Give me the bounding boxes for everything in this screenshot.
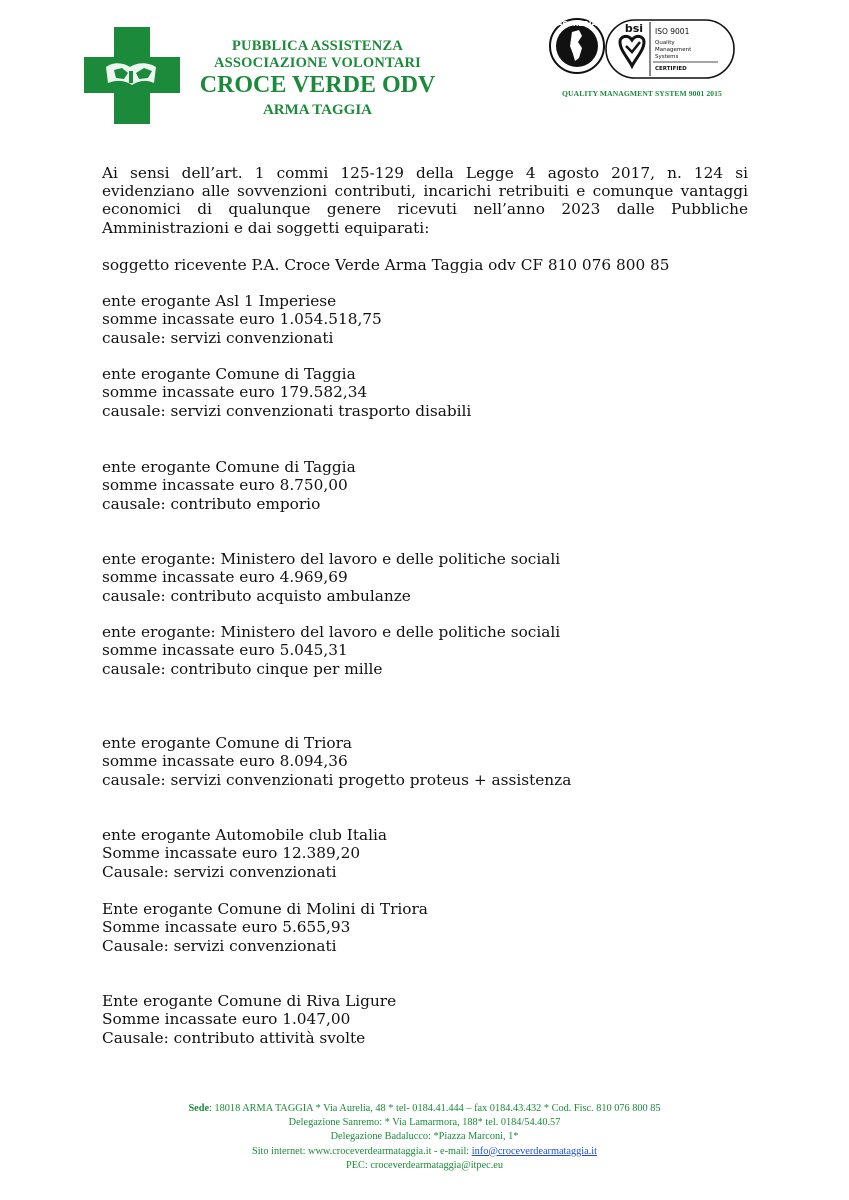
footer-email-link[interactable]: info@croceverdearmataggia.it	[471, 1145, 598, 1157]
entry-causale: causale: servizi convenzionati	[102, 328, 334, 347]
entry-3	[102, 458, 356, 513]
footer-sede-line	[0, 1102, 849, 1116]
entry-ente: ente erogante Automobile club Italia	[102, 826, 388, 844]
org-line-4: ARMA TAGGIA	[262, 102, 373, 118]
entry-ente: ente erogante: Ministero del lavoro e delle politiche sociali	[102, 550, 561, 568]
entry-8	[102, 900, 428, 955]
entry-ente: ente erogante Comune di Triora	[102, 734, 353, 752]
entry-1	[102, 292, 382, 347]
recipient-line: soggetto ricevente P.A. Croce Verde Arma Taggia odv CF 810 076 800 85	[102, 256, 670, 274]
accredia-badge-icon	[550, 19, 604, 73]
entry-causale: Causale: servizi convenzionati	[102, 862, 337, 881]
entry-somme: somme incassate euro 4.969,69	[102, 568, 348, 587]
entry-somme: Somme incassate euro 12.389,20	[102, 844, 361, 863]
svg-text:Management: Management	[655, 47, 692, 53]
entry-ente: ente erogante Comune di Taggia	[102, 365, 356, 383]
entry-7	[102, 826, 387, 881]
entry-5	[102, 623, 560, 678]
entry-causale: causale: contributo emporio	[102, 494, 321, 513]
entry-causale: causale: servizi convenzionati trasporto disabili	[102, 401, 472, 420]
intro-paragraph: Ai sensi dell’art. 1 commi 125-129 della Legge 4 agosto 2017, n. 124 si evidenziano alle sovvenzioni contributi, incarichi retribuiti e comunque vantaggi economici di qualunque genere ricevuti nell’anno 2023 dalle Pubbliche Amministrazioni e dai soggetti equiparati:	[102, 164, 748, 237]
entry-ente: ente erogante: Ministero del lavoro e delle politiche sociali	[102, 623, 561, 641]
green-cross-logo-icon	[84, 27, 180, 124]
entry-somme: Somme incassate euro 1.047,00	[102, 1010, 351, 1029]
entry-causale: Causale: contributo attività svolte	[102, 1028, 366, 1047]
entry-6	[102, 734, 571, 789]
svg-text:CERTIFIED: CERTIFIED	[655, 66, 687, 72]
svg-text:Quality: Quality	[655, 40, 675, 46]
entry-somme: somme incassate euro 1.054.518,75	[102, 310, 382, 329]
footer-delegazione-badalucco: Delegazione Badalucco: *Piazza Marconi, 1*	[330, 1131, 519, 1143]
org-line-2: ASSOCIAZIONE VOLONTARI	[213, 55, 422, 71]
page-footer	[0, 1102, 849, 1173]
organization-name	[185, 38, 450, 120]
entry-2	[102, 365, 471, 420]
entry-somme: somme incassate euro 5.045,31	[102, 641, 348, 660]
entry-somme: somme incassate euro 179.582,34	[102, 383, 368, 402]
svg-text:ISO 9001: ISO 9001	[655, 27, 690, 36]
entry-causale: causale: servizi convenzionati progetto proteus + assistenza	[102, 770, 572, 789]
entry-9	[102, 992, 396, 1047]
svg-text:Systems: Systems	[655, 54, 679, 60]
svg-text:bsi: bsi	[624, 22, 644, 35]
entry-causale: causale: contributo cinque per mille	[102, 659, 383, 678]
entry-ente: ente erogante Asl 1 Imperiese	[102, 292, 337, 310]
certification-badges	[548, 12, 738, 92]
entry-somme: somme incassate euro 8.094,36	[102, 752, 348, 771]
footer-delegazione-sanremo: Delegazione Sanremo: * Via Lamarmora, 188* tel. 0184/54.40.57	[288, 1117, 561, 1129]
entry-causale: Causale: servizi convenzionati	[102, 936, 337, 955]
entry-causale: causale: contributo acquisto ambulanze	[102, 586, 411, 605]
footer-contacts	[0, 1145, 849, 1159]
footer-pec: PEC: croceverdearmataggia@itpec.eu	[346, 1159, 503, 1171]
bsi-kitemark-icon	[606, 20, 734, 78]
footer-sede-text: : 18018 ARMA TAGGIA * Via Aurelia, 48 * tel- 0184.41.444 – fax 0184.43.432 * Cod. Fisc. 810 076 800 85	[209, 1103, 661, 1114]
org-line-1: PUBBLICA ASSISTENZA	[231, 38, 404, 54]
entry-somme: Somme incassate euro 5.655,93	[102, 918, 351, 937]
svg-text:ACCREDIA: ACCREDIA	[557, 20, 597, 28]
entry-ente: Ente erogante Comune di Molini di Triora	[102, 900, 428, 918]
org-line-3: CROCE VERDE ODV	[199, 72, 436, 98]
entry-ente: Ente erogante Comune di Riva Ligure	[102, 992, 397, 1010]
entry-somme: somme incassate euro 8.750,00	[102, 476, 348, 495]
footer-sede-label: Sede	[188, 1103, 210, 1114]
footer-site-text: Sito internet: www.croceverdearmataggia.it - e-mail:	[251, 1145, 472, 1157]
entry-4	[102, 550, 560, 605]
entry-ente: ente erogante Comune di Taggia	[102, 458, 356, 476]
cert-caption: QUALITY MANAGMENT SYSTEM 9001 2015	[562, 89, 722, 98]
